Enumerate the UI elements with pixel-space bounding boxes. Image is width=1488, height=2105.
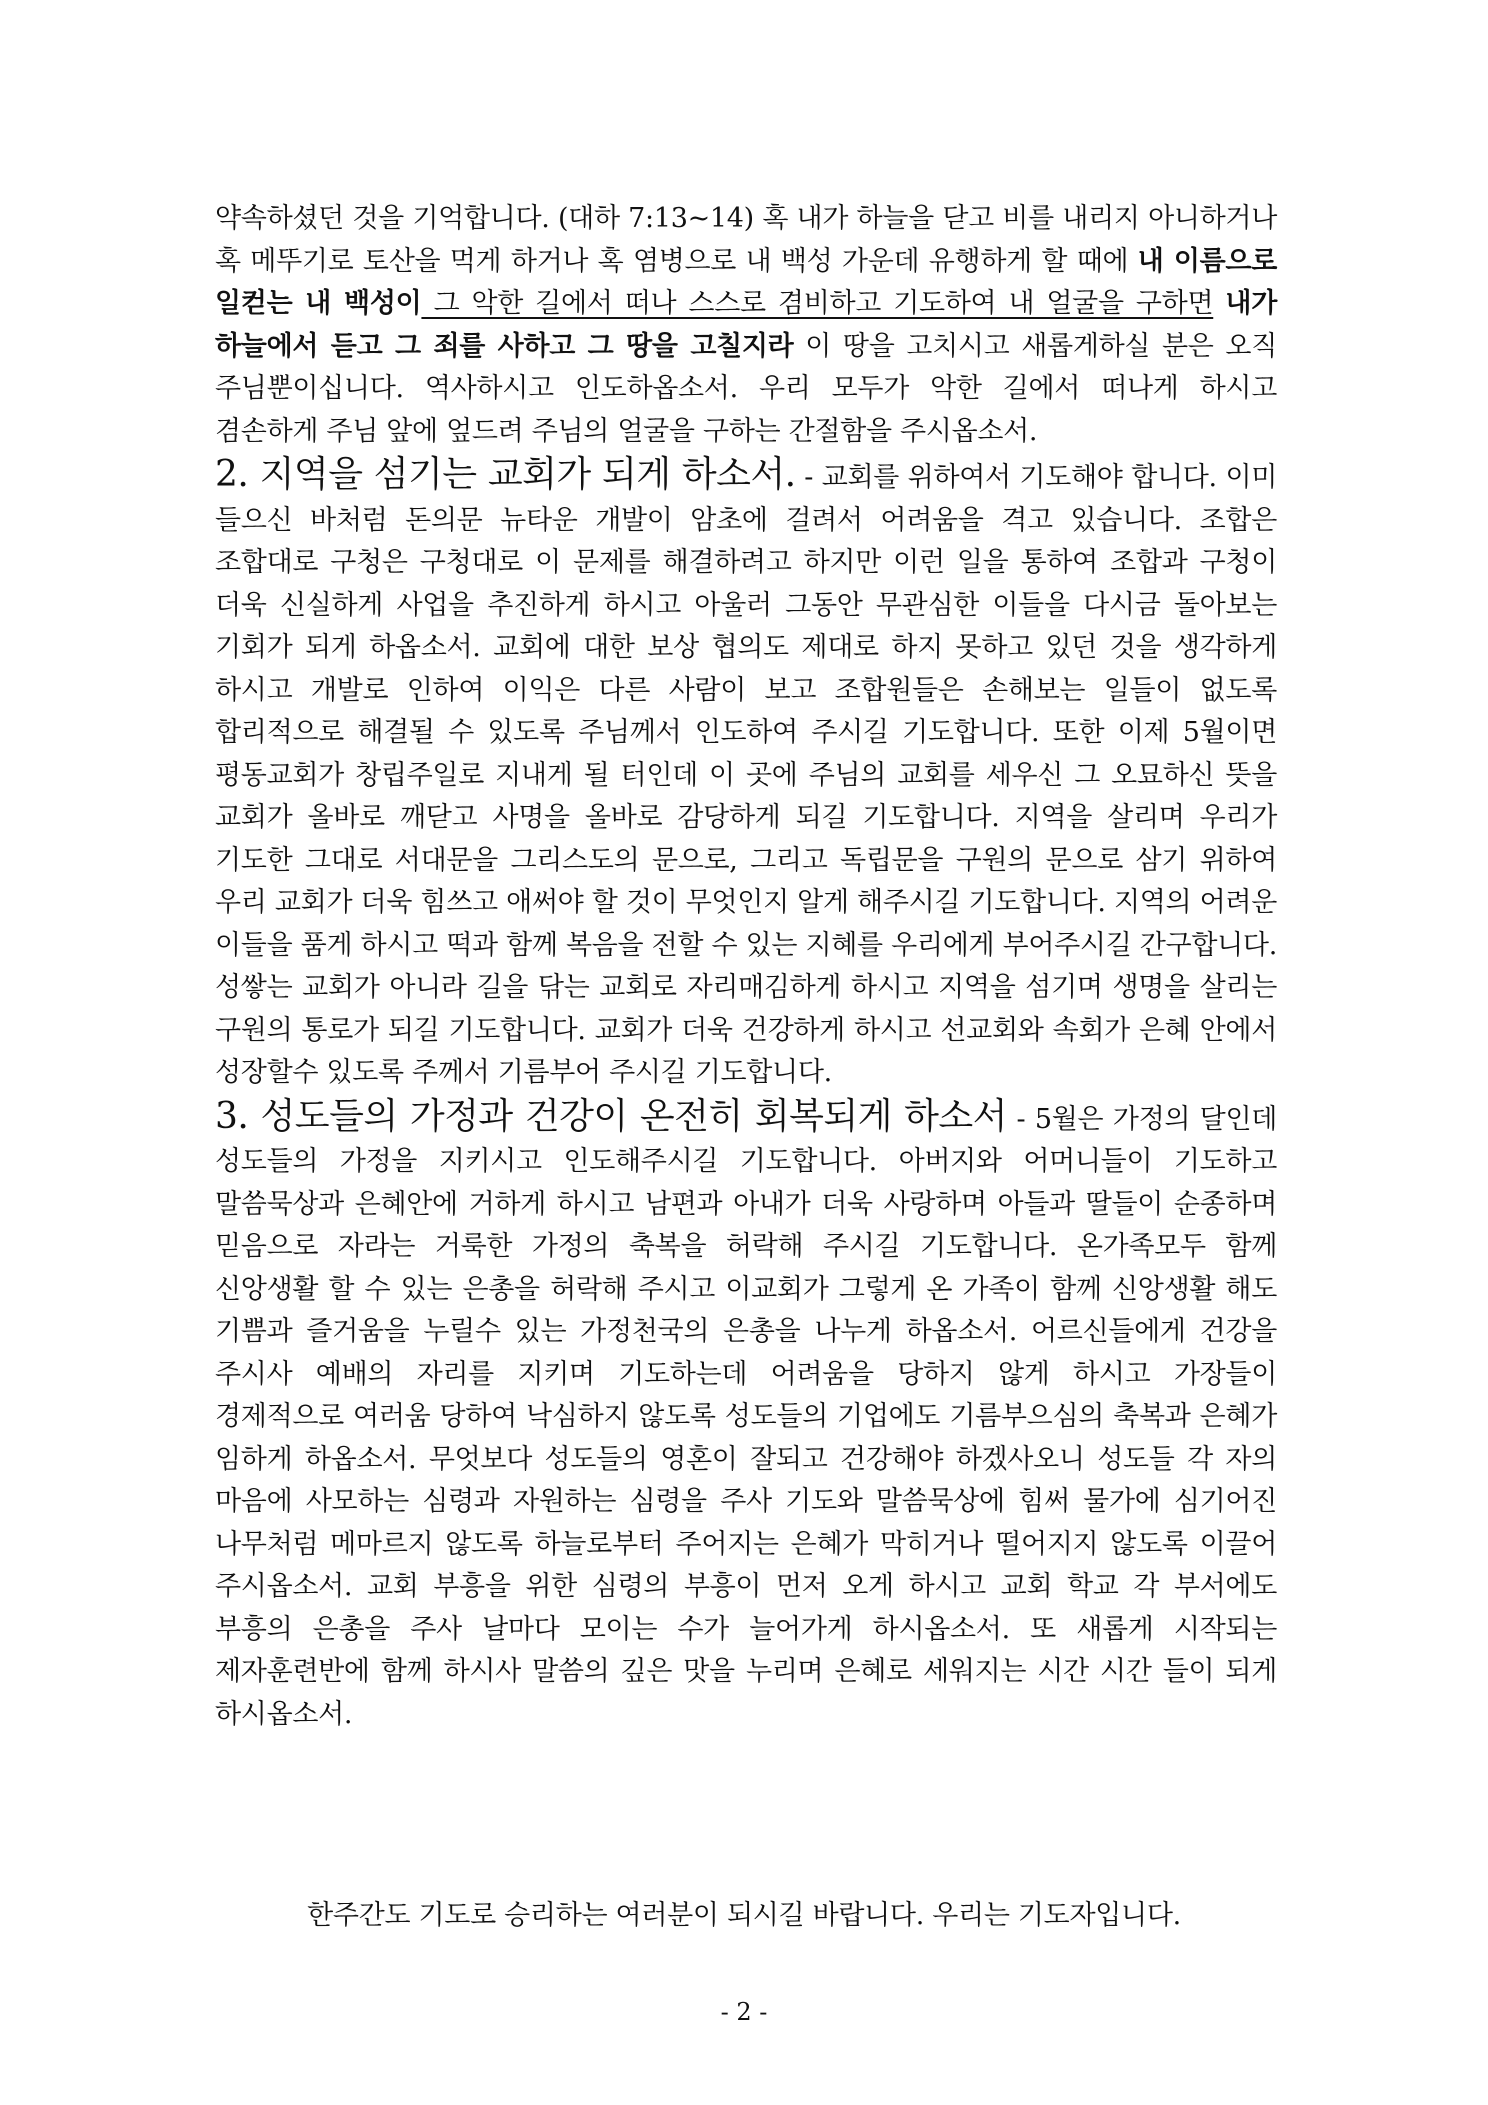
section-2-subtitle: 교회를 위하여서 기도해야 합니다. <box>821 462 1217 493</box>
section-2-body: 이미 들으신 바처럼 돈의문 뉴타운 개발이 암초에 걸려서 어려움을 격고 있습니다. 조합은 조합대로 구청은 구청대로 이 문제를 해결하려고 하지만 이런 일을 통하여 조합과 구청이 더욱 신실하게 사업을 추진하게 하시고 아울러 그동안 무관심한 이들을 다시금 돌아보는 기회가 되게 하옵소서. 교회에 대한 보상 협의도 제대로 하지 못하고 있던 것을 생각하게 하시고 개발로 인하여 이익은 다른 사람이 보고 조합원들은 손해보는 일들이 없도록 합리적으로 해결될 수 있도록 주님께서 인도하여 주시길 기도합니다. 또한 이제 5월이면 평동교회가 창립주일로 지내게 될 터인데 이 곳에 주님의 교회를 세우신 그 오묘하신 뜻을 교회가 올바로 깨닫고 사명을 올바로 감당하게 되길 기도합니다. 지역을 살리며 우리가 기도한 그대로 서대문을 그리스도의 문으로, 그리고 독립문을 구원의 문으로 삼기 위하여 우리 교회가 더욱 힘쓰고 애써야 할 것이 무엇인지 알게 해주시길 기도합니다. 지역의 어려운 이들을 품게 하시고 떡과 함께 복음을 전할 수 있는 지혜를 우리에게 부어주시길 간구합니다. 성쌓는 교회가 아니라 길을 닦는 교회로 자리매김하게 하시고 지역을 섬기며 생명을 살리는 구원의 통로가 되길 기도합니다. 교회가 더욱 건강하게 하시고 선교회와 속회가 은혜 안에서 성장할수 있도록 주께서 기름부어 주시길 기도합니다. <box>215 462 1278 1088</box>
intro-space <box>1213 288 1225 319</box>
closing-line: 한주간도 기도로 승리하는 여러분이 되시길 바랍니다. 우리는 기도자입니다. <box>307 1900 1181 1931</box>
section-3-paragraph <box>215 1095 1277 1737</box>
section-3-heading: 3. 성도들의 가정과 건강이 온전히 회복되게 하소서 <box>215 1095 1007 1137</box>
section-3-body: 5월은 가정의 달인데 성도들의 가정을 지키시고 인도해주시길 기도합니다. 아버지와 어머니들이 기도하고 말씀묵상과 은혜안에 거하게 하시고 남편과 아내가 더욱 사랑하며 아들과 딸들이 순종하며 믿음으로 자라는 거룩한 가정의 축복을 허락해 주시길 기도합니다. 온가족모두 함께 신앙생활 할 수 있는 은총을 허락해 주시고 이교회가 그렇게 온 가족이 함께 신앙생활 해도 기쁨과 즐거움을 누릴수 있는 가정천국의 은총을 나누게 하옵소서. 어르신들에게 건강을 주시사 예배의 자리를 지키며 기도하는데 어려움을 당하지 않게 하시고 가장들이 경제적으로 여러움 당하여 낙심하지 않도록 성도들의 기업에도 기름부으심의 축복과 은혜가 임하게 하옵소서. 무엇보다 성도들의 영혼이 잘되고 건강해야 하겠사오니 성도들 각 자의 마음에 사모하는 심령과 자원하는 심령을 주사 기도와 말씀묵상에 힘써 물가에 심기어진 나무처럼 메마르지 않도록 하늘로부터 주어지는 은혜가 막히거나 떨어지지 않도록 이끌어 주시옵소서. 교회 부흥을 위한 심령의 부흥이 먼저 오게 하시고 교회 학교 각 부서에도 부흥의 은총을 주사 날마다 모이는 수가 늘어가게 하시옵소서. 또 새롭게 시작되는 제자훈련반에 함께 하시사 말씀의 깊은 맛을 누리며 은혜로 세워지는 시간 시간 들이 되게 하시옵소서. <box>215 1103 1278 1730</box>
intro-text-2: 이 땅을 고치시고 새롭게하실 분은 오직 주님뿐이십니다. 역사하시고 인도하옵소서. 우리 모두가 악한 길에서 떠나게 하시고 겸손하게 주님 앞에 엎드려 주님의 얼굴을 구하는 간절함을 주시옵소서. <box>215 330 1277 447</box>
section-3-dash: - <box>1006 1103 1035 1135</box>
intro-paragraph <box>215 198 1277 453</box>
section-2-heading: 2. 지역을 섬기는 교회가 되게 하소서. <box>215 454 796 495</box>
section-2-dash: - <box>795 462 822 493</box>
document-body <box>215 198 1277 1736</box>
intro-underlined-text: 그 악한 길에서 떠나 스스로 겸비하고 기도하여 내 얼굴을 구하면 <box>421 288 1214 319</box>
page-number: - 2 - <box>720 1998 768 2026</box>
intro-text-1: 약속하셨던 것을 기억합니다. (대하 7:13~14) 혹 내가 하늘을 닫고 비를 내리지 아니하거나 혹 메뚜기로 토산을 먹게 하거나 혹 염병으로 내 백성 가운데 유행하게 할 때에 <box>215 203 1277 277</box>
section-2-paragraph <box>215 453 1277 1095</box>
intro-bold-1: 내 이름으로 일컫는 내 백성이 <box>215 245 1277 319</box>
intro-bold-2: 내가 하늘에서 듣고 그 죄를 사하고 그 땅을 고칠지라 <box>215 288 1277 362</box>
